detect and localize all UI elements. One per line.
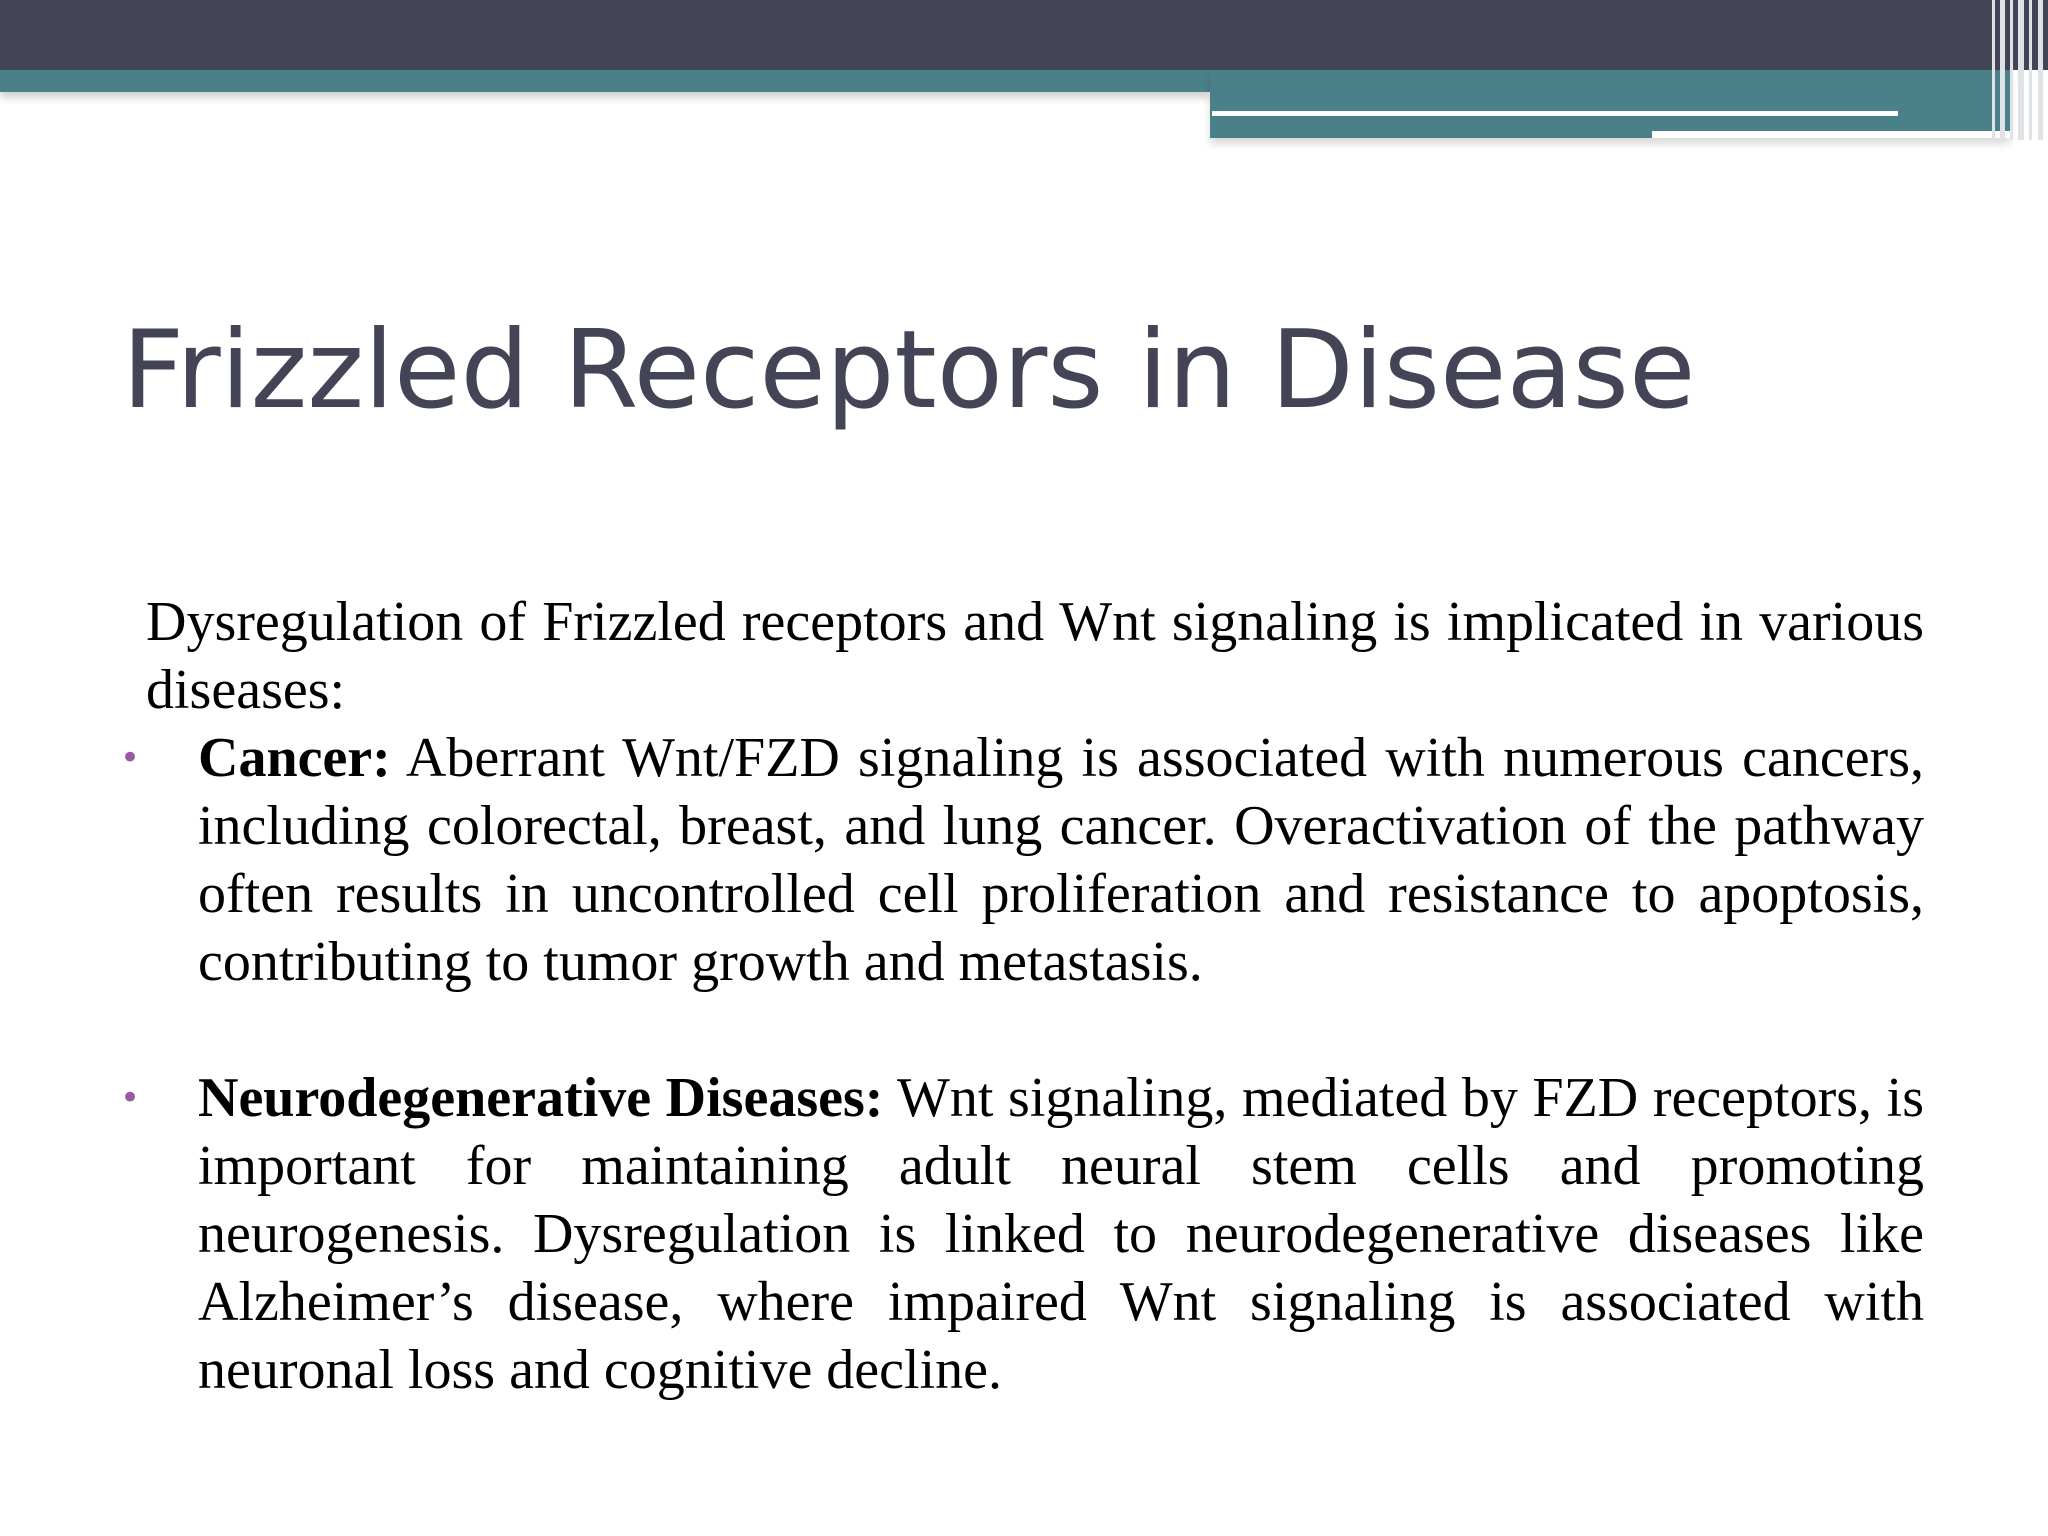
bullet-term: Neurodegenerative Diseases: xyxy=(198,1067,884,1129)
header-accent-bar xyxy=(0,70,1210,92)
bullet-dot-icon: • xyxy=(120,738,141,778)
intro-paragraph: Dysregulation of Frizzled receptors and Wnt signaling is implicated in various diseases: xyxy=(146,591,1924,721)
header-rule-line xyxy=(1212,111,1898,116)
header-rule-line-short xyxy=(1652,131,2010,138)
bullet-text: Aberrant Wnt/FZD signaling is associated with numerous cancers, including colorectal, breast, and lung cancer. Overactivation of the pathway often results in uncontrolled cell proliferation and resistance to apoptosis, contributing to tumor growth and metastasis. xyxy=(198,727,1924,993)
header-stripes xyxy=(1988,0,2048,140)
header-bar xyxy=(0,0,2048,70)
bullet-text: Wnt signaling, mediated by FZD receptors, is important for maintaining adult neural stem cells and promoting neurogenesis. Dysregulation is linked to neurodegenerative diseases like Alzheimer’s disease, where impaired Wnt signaling is associated with neuronal loss and cognitive decline. xyxy=(198,1067,1924,1401)
bullet-item-neurodegenerative xyxy=(120,1064,1924,1404)
slide-title: Frizzled Receptors in Disease xyxy=(122,308,1696,433)
slide-body xyxy=(120,588,1924,1404)
bullet-dot-icon: • xyxy=(120,1078,141,1118)
header-accent-bar-right xyxy=(1210,70,2010,138)
bullet-item-cancer xyxy=(120,724,1924,996)
bullet-term: Cancer: xyxy=(198,727,391,789)
